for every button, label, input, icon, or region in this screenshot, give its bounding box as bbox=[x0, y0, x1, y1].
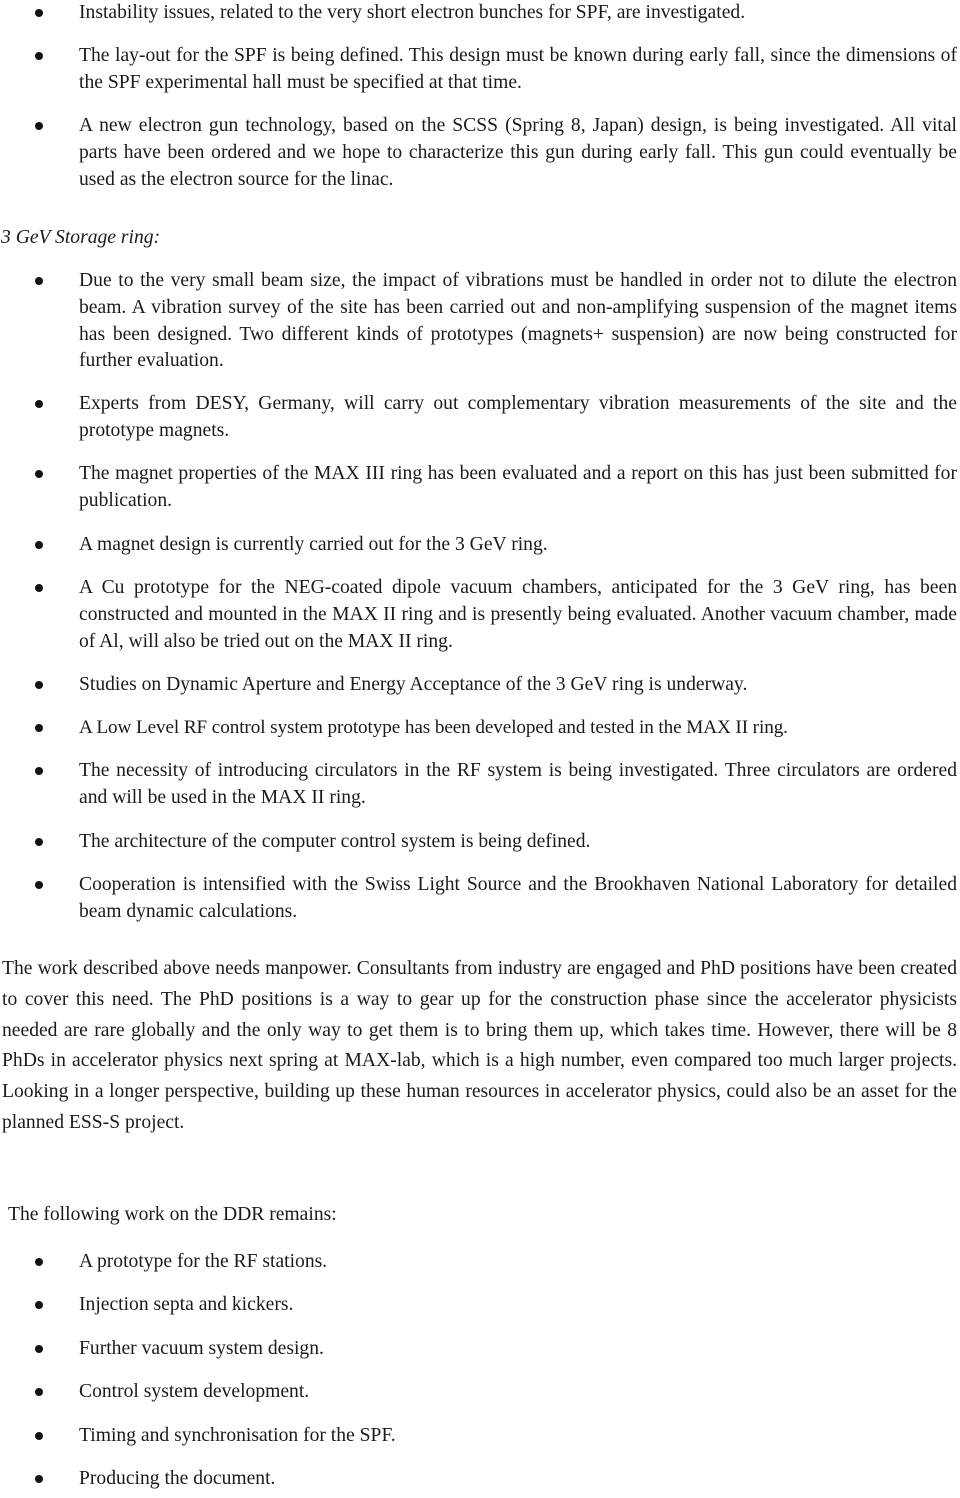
bullet-icon bbox=[35, 681, 43, 689]
list-item-text: Studies on Dynamic Aperture and Energy Acceptance of the 3 GeV ring is underway. bbox=[79, 674, 748, 695]
list-item-text: The architecture of the computer control system is being defined. bbox=[79, 831, 591, 852]
bullet-icon bbox=[35, 277, 43, 285]
bullet-icon bbox=[35, 9, 43, 17]
bullet-icon bbox=[35, 838, 43, 846]
bullet-icon bbox=[35, 470, 43, 478]
list-item-text: A new electron gun technology, based on the SCSS (Spring 8, Japan) design, is being investigated. All vital parts have been ordered and we hope to characterize this gun during early fall. This gun could eventually be used as the electron source for the linac. bbox=[79, 115, 957, 190]
list-item-text: Timing and synchronisation for the SPF. bbox=[79, 1425, 396, 1446]
bullet-icon bbox=[35, 881, 43, 889]
list-item-text: The necessity of introducing circulators in the RF system is being investigated. Three circulators are ordered and will be used in the MAX II ring. bbox=[79, 760, 957, 808]
remaining-intro: The following work on the DDR remains: bbox=[8, 1204, 337, 1225]
list-item-text: The lay-out for the SPF is being defined. This design must be known during early fall, since the dimensions of the SPF experimental hall must be specified at that time. bbox=[79, 45, 957, 93]
bullet-icon bbox=[35, 122, 43, 130]
section-heading: 3 GeV Storage ring: bbox=[1, 227, 161, 248]
bullet-icon bbox=[35, 1258, 43, 1266]
bullet-icon bbox=[35, 541, 43, 549]
bullet-icon bbox=[35, 767, 43, 775]
bullet-icon bbox=[35, 584, 43, 592]
list-item-text: Cooperation is intensified with the Swiss Light Source and the Brookhaven National Laboratory for detailed beam dynamic calculations. bbox=[79, 874, 957, 922]
list-item-text: A magnet design is currently carried out for the 3 GeV ring. bbox=[79, 534, 548, 555]
bullet-icon bbox=[35, 1432, 43, 1440]
list-item-text: Instability issues, related to the very short electron bunches for SPF, are investigated. bbox=[79, 2, 746, 23]
list-item-text: Injection septa and kickers. bbox=[79, 1294, 294, 1315]
bullet-icon bbox=[35, 1475, 43, 1483]
bullet-icon bbox=[35, 1345, 43, 1353]
list-item-text: A Low Level RF control system prototype has been developed and tested in the MAX II ring. bbox=[79, 717, 788, 738]
list-item-text: Due to the very small beam size, the impact of vibrations must be handled in order not to dilute the electron beam. A vibration survey of the site has been carried out and non-amplifying suspension of the magnet items has been designed. Two different kinds of prototypes (magnets+ suspension) are now being constructed for further evaluation. bbox=[79, 270, 957, 372]
manpower-paragraph: The work described above needs manpower. Consultants from industry are engaged and PhD positions have been created to cover this need. The PhD positions is a way to gear up for the construction phase since the accelerator physicists needed are rare globally and the only way to get them is to bring them up, which takes time. However, there will be 8 PhDs in accelerator physics next spring at MAX-lab, which is a high number, even compared too much larger projects. Looking in a longer perspective, building up these human resources in accelerator physics, could also be an asset for the planned ESS-S project. bbox=[2, 958, 957, 1133]
list-item-text: A Cu prototype for the NEG-coated dipole vacuum chambers, anticipated for the 3 GeV ring, has been constructed and mounted in the MAX II ring and is presently being evaluated. Another vacuum chamber, made of Al, will also be tried out on the MAX II ring. bbox=[79, 577, 957, 652]
list-item-text: Further vacuum system design. bbox=[79, 1338, 324, 1359]
bullet-icon bbox=[35, 724, 43, 732]
bullet-icon bbox=[35, 1301, 43, 1309]
bullet-icon bbox=[35, 1388, 43, 1396]
list-item-text: The magnet properties of the MAX III ring has been evaluated and a report on this has just been submitted for publication. bbox=[79, 463, 957, 511]
bullet-icon bbox=[35, 400, 43, 408]
list-item-text: Experts from DESY, Germany, will carry out complementary vibration measurements of the site and the prototype magnets. bbox=[79, 393, 957, 441]
list-item-text: Producing the document. bbox=[79, 1468, 276, 1489]
list-item-text: A prototype for the RF stations. bbox=[79, 1251, 328, 1272]
list-item-text: Control system development. bbox=[79, 1381, 310, 1402]
bullet-icon bbox=[35, 52, 43, 60]
